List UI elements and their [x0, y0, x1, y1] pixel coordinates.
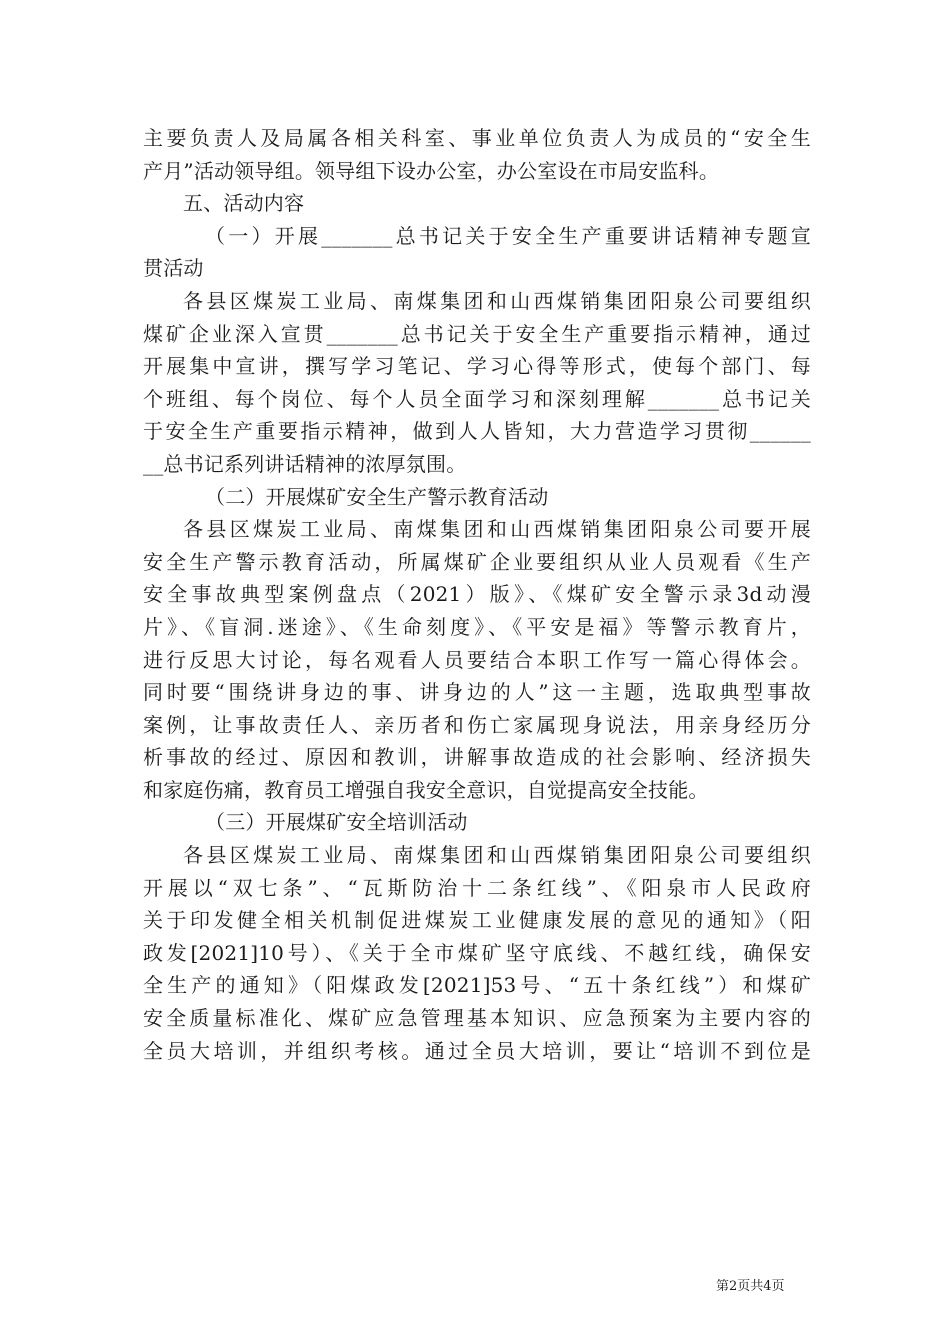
text-line: 安全事故典型案例盘点（2021）版》、《煤矿安全警示录3d动漫 — [143, 582, 811, 607]
text-line: 各县区煤炭工业局、南煤集团和山西煤销集团阳泉公司要组织 — [183, 843, 811, 868]
body-text — [143, 122, 811, 1067]
text-line: 安全生产警示教育活动，所属煤矿企业要组织从业人员观看《生产 — [143, 549, 811, 574]
text-line: 安全质量标准化、煤矿应急管理基本知识、应急预案为主要内容的 — [143, 1006, 811, 1031]
text-line: __总书记系列讲话精神的浓厚氛围。 — [143, 451, 467, 476]
subsection-heading: （三）开展煤矿安全培训活动 — [205, 810, 468, 835]
text-line: 个班组、每个岗位、每个人员全面学习和深刻理解_______总书记关 — [143, 386, 811, 411]
text-line: 于安全生产重要指示精神，做到人人皆知，大力营造学习贯彻______ — [143, 419, 811, 444]
text-line: 全员大培训，并组织考核。通过全员大培训，要让“培训不到位是 — [143, 1038, 811, 1063]
text-line: 进行反思大讨论，每名观看人员要结合本职工作写一篇心得体会。 — [143, 647, 811, 672]
text-line: 产月”活动领导组。领导组下设办公室，办公室设在市局安监科。 — [143, 158, 720, 183]
text-line: 全生产的通知》（阳煤政发[2021]53号、“五十条红线”）和煤矿 — [143, 973, 811, 998]
text-line: 开展集中宣讲，撰写学习笔记、学习心得等形式，使每个部门、每 — [143, 354, 811, 379]
text-line: 析事故的经过、原因和教训，讲解事故造成的社会影响、经济损失 — [143, 745, 811, 770]
text-line: 煤矿企业深入宣贯_______总书记关于安全生产重要指示精神，通过 — [143, 321, 811, 346]
text-line: 开展以“双七条”、“瓦斯防治十二条红线”、《阳泉市人民政府 — [143, 875, 811, 900]
subsection-heading: （二）开展煤矿安全生产警示教育活动 — [205, 484, 549, 509]
text-line: 各县区煤炭工业局、南煤集团和山西煤销集团阳泉公司要组织 — [183, 288, 811, 313]
page-number: 第2页共4页 — [716, 1279, 785, 1294]
text-line: 关于印发健全相关机制促进煤炭工业健康发展的意见的通知》（阳 — [143, 908, 811, 933]
text-line: 片》、《盲洞.迷途》、《生命刻度》、《平安是福》等警示教育片， — [143, 614, 811, 639]
subsection-heading-cont: 贯活动 — [143, 256, 204, 281]
section-heading: 五、活动内容 — [183, 191, 305, 216]
text-line: 案例，让事故责任人、亲历者和伤亡家属现身说法，用亲身经历分 — [143, 712, 811, 737]
subsection-heading: （一）开展_______总书记关于安全生产重要讲话精神专题宣 — [205, 223, 811, 248]
text-line: 和家庭伤痛，教育员工增强自我安全意识，自觉提高安全技能。 — [143, 777, 709, 802]
text-line: 同时要“围绕讲身边的事、讲身边的人”这一主题，选取典型事故 — [143, 680, 811, 705]
text-line: 各县区煤炭工业局、南煤集团和山西煤销集团阳泉公司要开展 — [183, 517, 811, 542]
text-line: 政发[2021]10号）、《关于全市煤矿坚守底线、不越红线，确保安 — [143, 940, 811, 965]
text-line: 主要负责人及局属各相关科室、事业单位负责人为成员的“安全生 — [143, 126, 811, 150]
